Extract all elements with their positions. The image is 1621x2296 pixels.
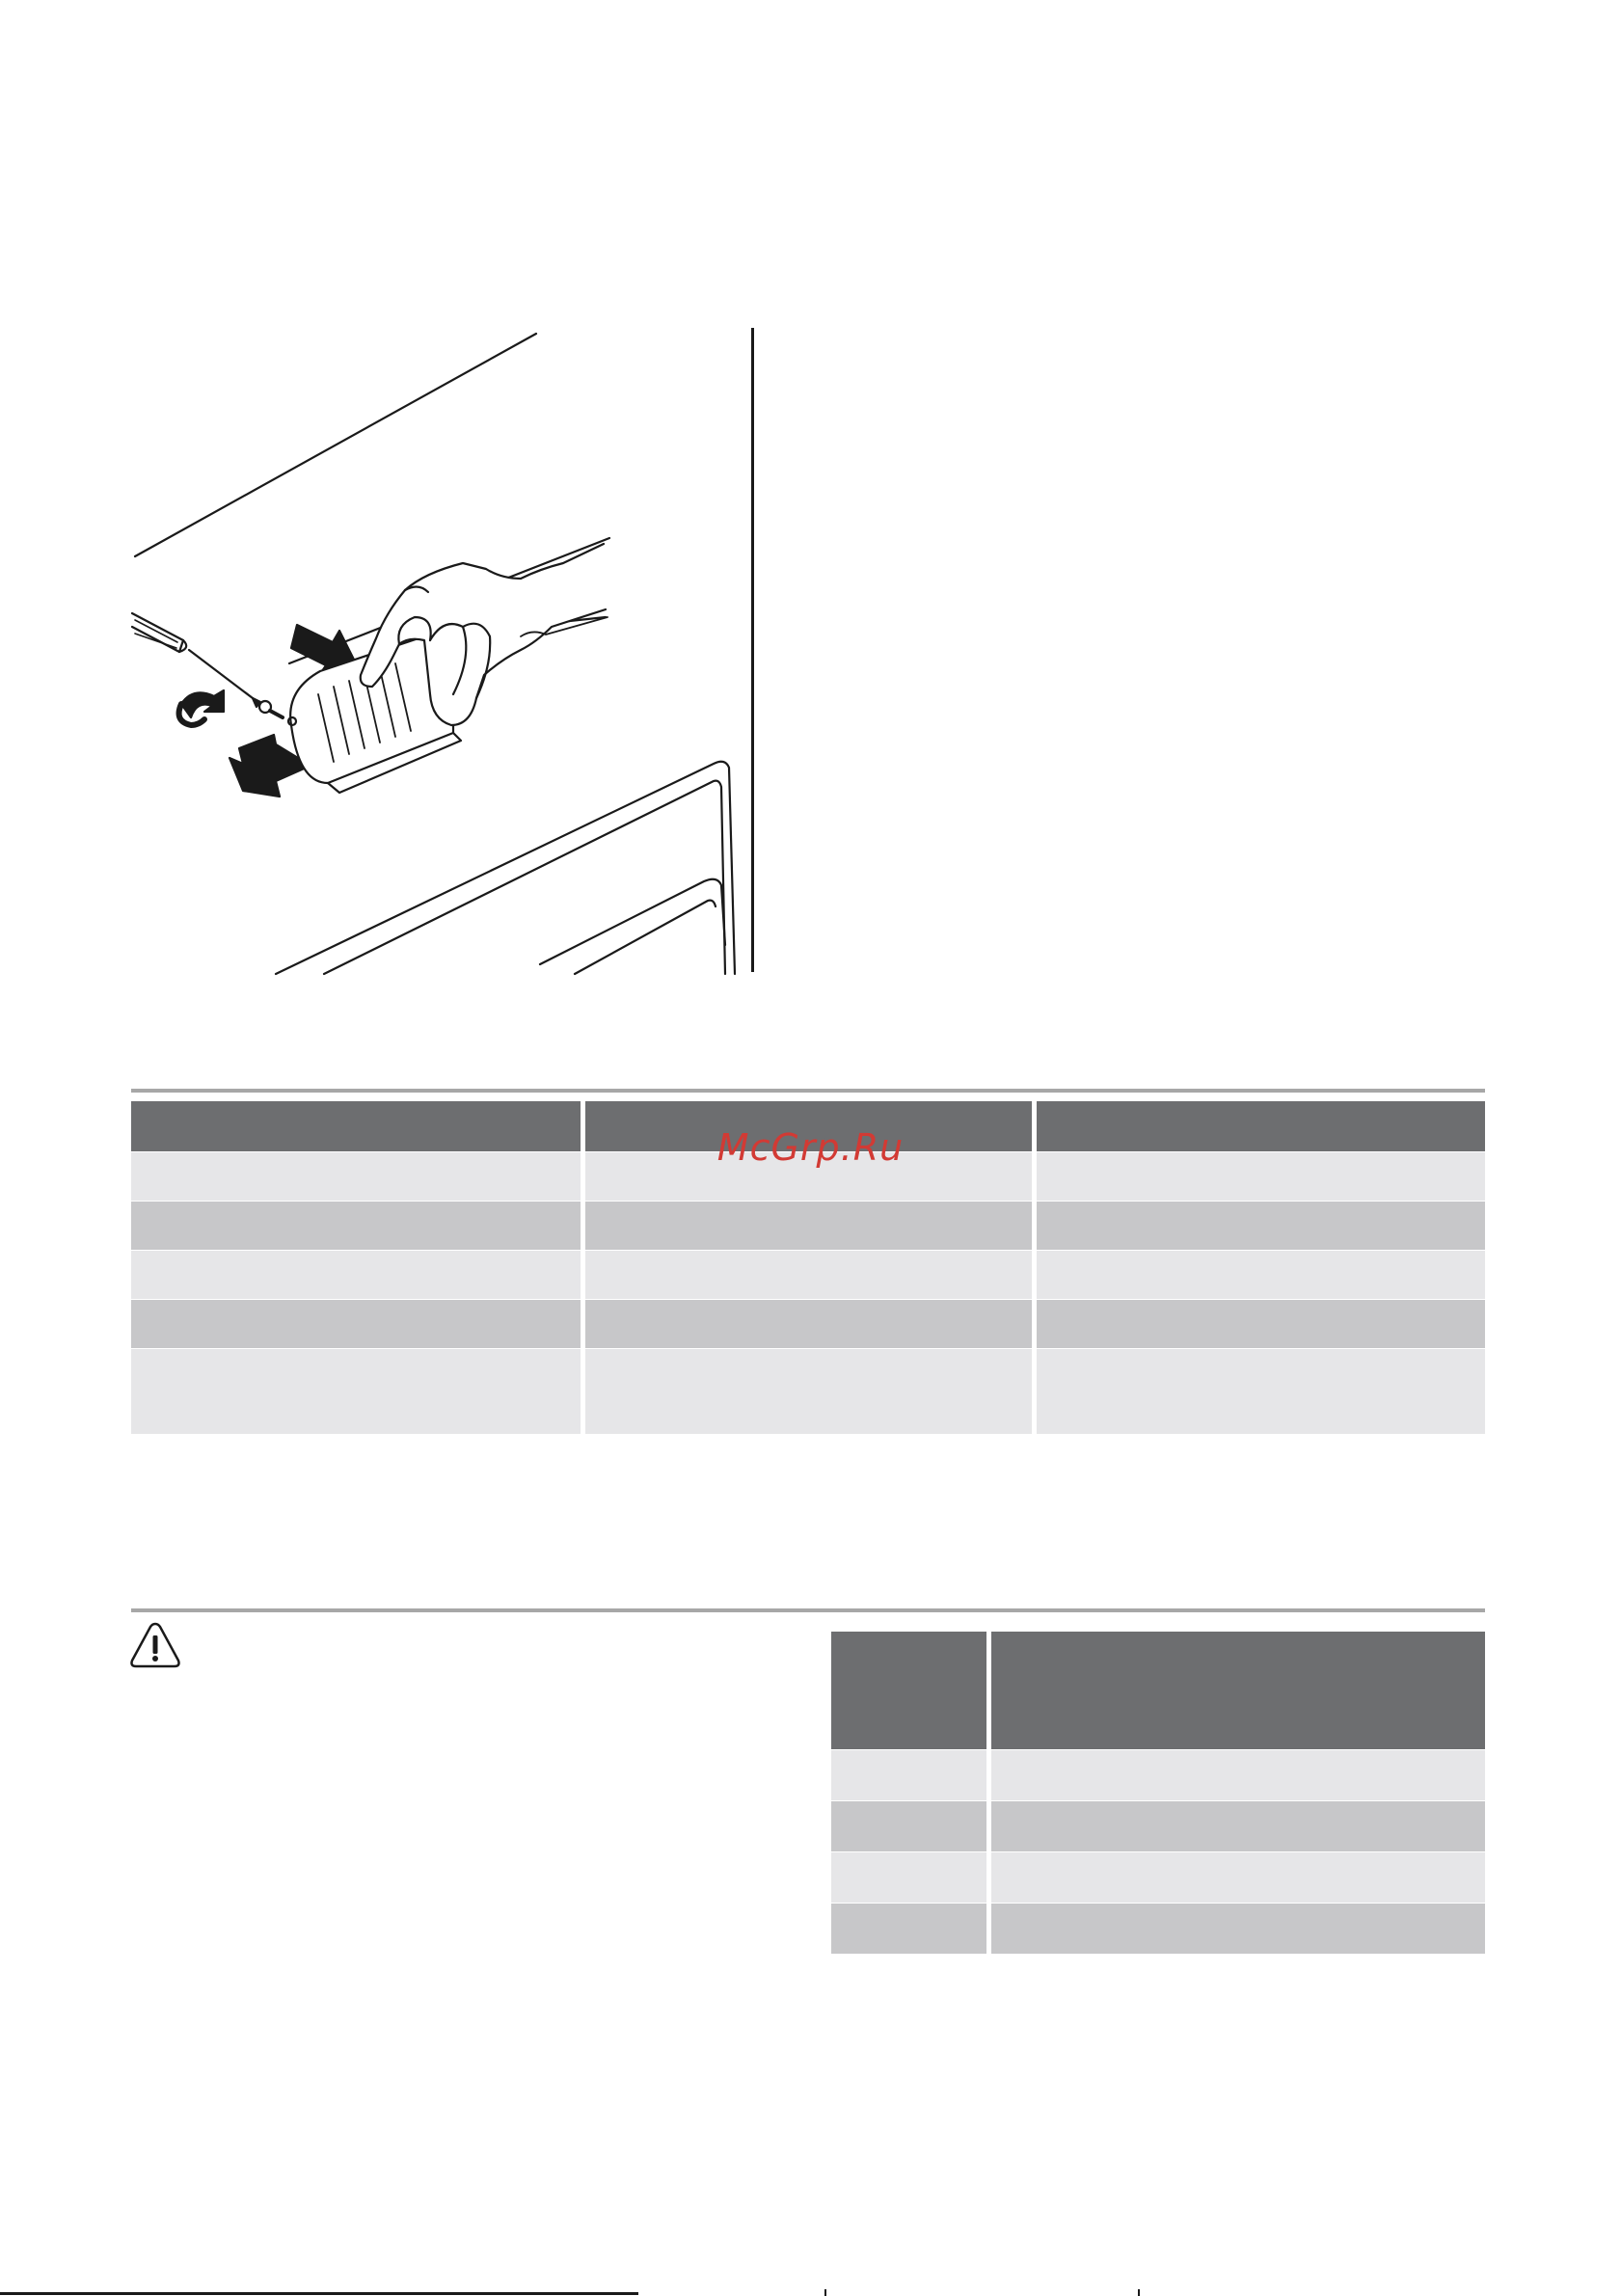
table-cell: [1034, 1202, 1485, 1251]
table-cell: [131, 1251, 582, 1300]
column-divider: [751, 328, 754, 972]
table-row: [131, 1251, 1485, 1300]
table-cell: [988, 1852, 1485, 1904]
table-row: [131, 1202, 1485, 1251]
watermark-text: McGrp.Ru: [716, 1126, 905, 1169]
table-cell: [582, 1202, 1034, 1251]
table-cell: [131, 1202, 582, 1251]
climate-class-table: [831, 1632, 1485, 1954]
table-cell: [831, 1801, 988, 1852]
cabinet-edge-line: [135, 334, 536, 556]
table-cell: [988, 1750, 1485, 1801]
table-cell: [582, 1349, 1034, 1435]
table-header-cell: [831, 1632, 988, 1750]
table-cell: [831, 1750, 988, 1801]
table-cell: [582, 1251, 1034, 1300]
table-row: [831, 1904, 1485, 1955]
table-cell: [131, 1349, 582, 1435]
table-row: [831, 1801, 1485, 1852]
section-rule: [131, 1608, 1485, 1612]
table-row: [131, 1349, 1485, 1435]
table-cell: [1034, 1251, 1485, 1300]
table-header-row: [831, 1632, 1485, 1750]
table-header-cell: [988, 1632, 1485, 1750]
warning-triangle-icon: [128, 1620, 182, 1670]
table-cell: [582, 1300, 1034, 1349]
footer-rule: [0, 2292, 638, 2295]
table-cell: [131, 1300, 582, 1349]
footer-tick: [824, 2289, 826, 2296]
screw-icon: [259, 701, 283, 717]
table-row: [831, 1750, 1485, 1801]
table-cell: [1034, 1349, 1485, 1435]
table-cell: [988, 1801, 1485, 1852]
table-cell: [831, 1904, 988, 1955]
table-cell: [831, 1852, 988, 1904]
footer-tick: [1138, 2289, 1140, 2296]
rotate-arrow-icon: [179, 690, 224, 725]
table-cell: [1034, 1300, 1485, 1349]
table-cell: [988, 1904, 1485, 1955]
shelf-outline: [276, 762, 735, 974]
table-row: [831, 1852, 1485, 1904]
section-rule: [131, 1089, 1485, 1093]
lamp-cover-removal-illustration: [116, 318, 771, 984]
table-row: [131, 1300, 1485, 1349]
